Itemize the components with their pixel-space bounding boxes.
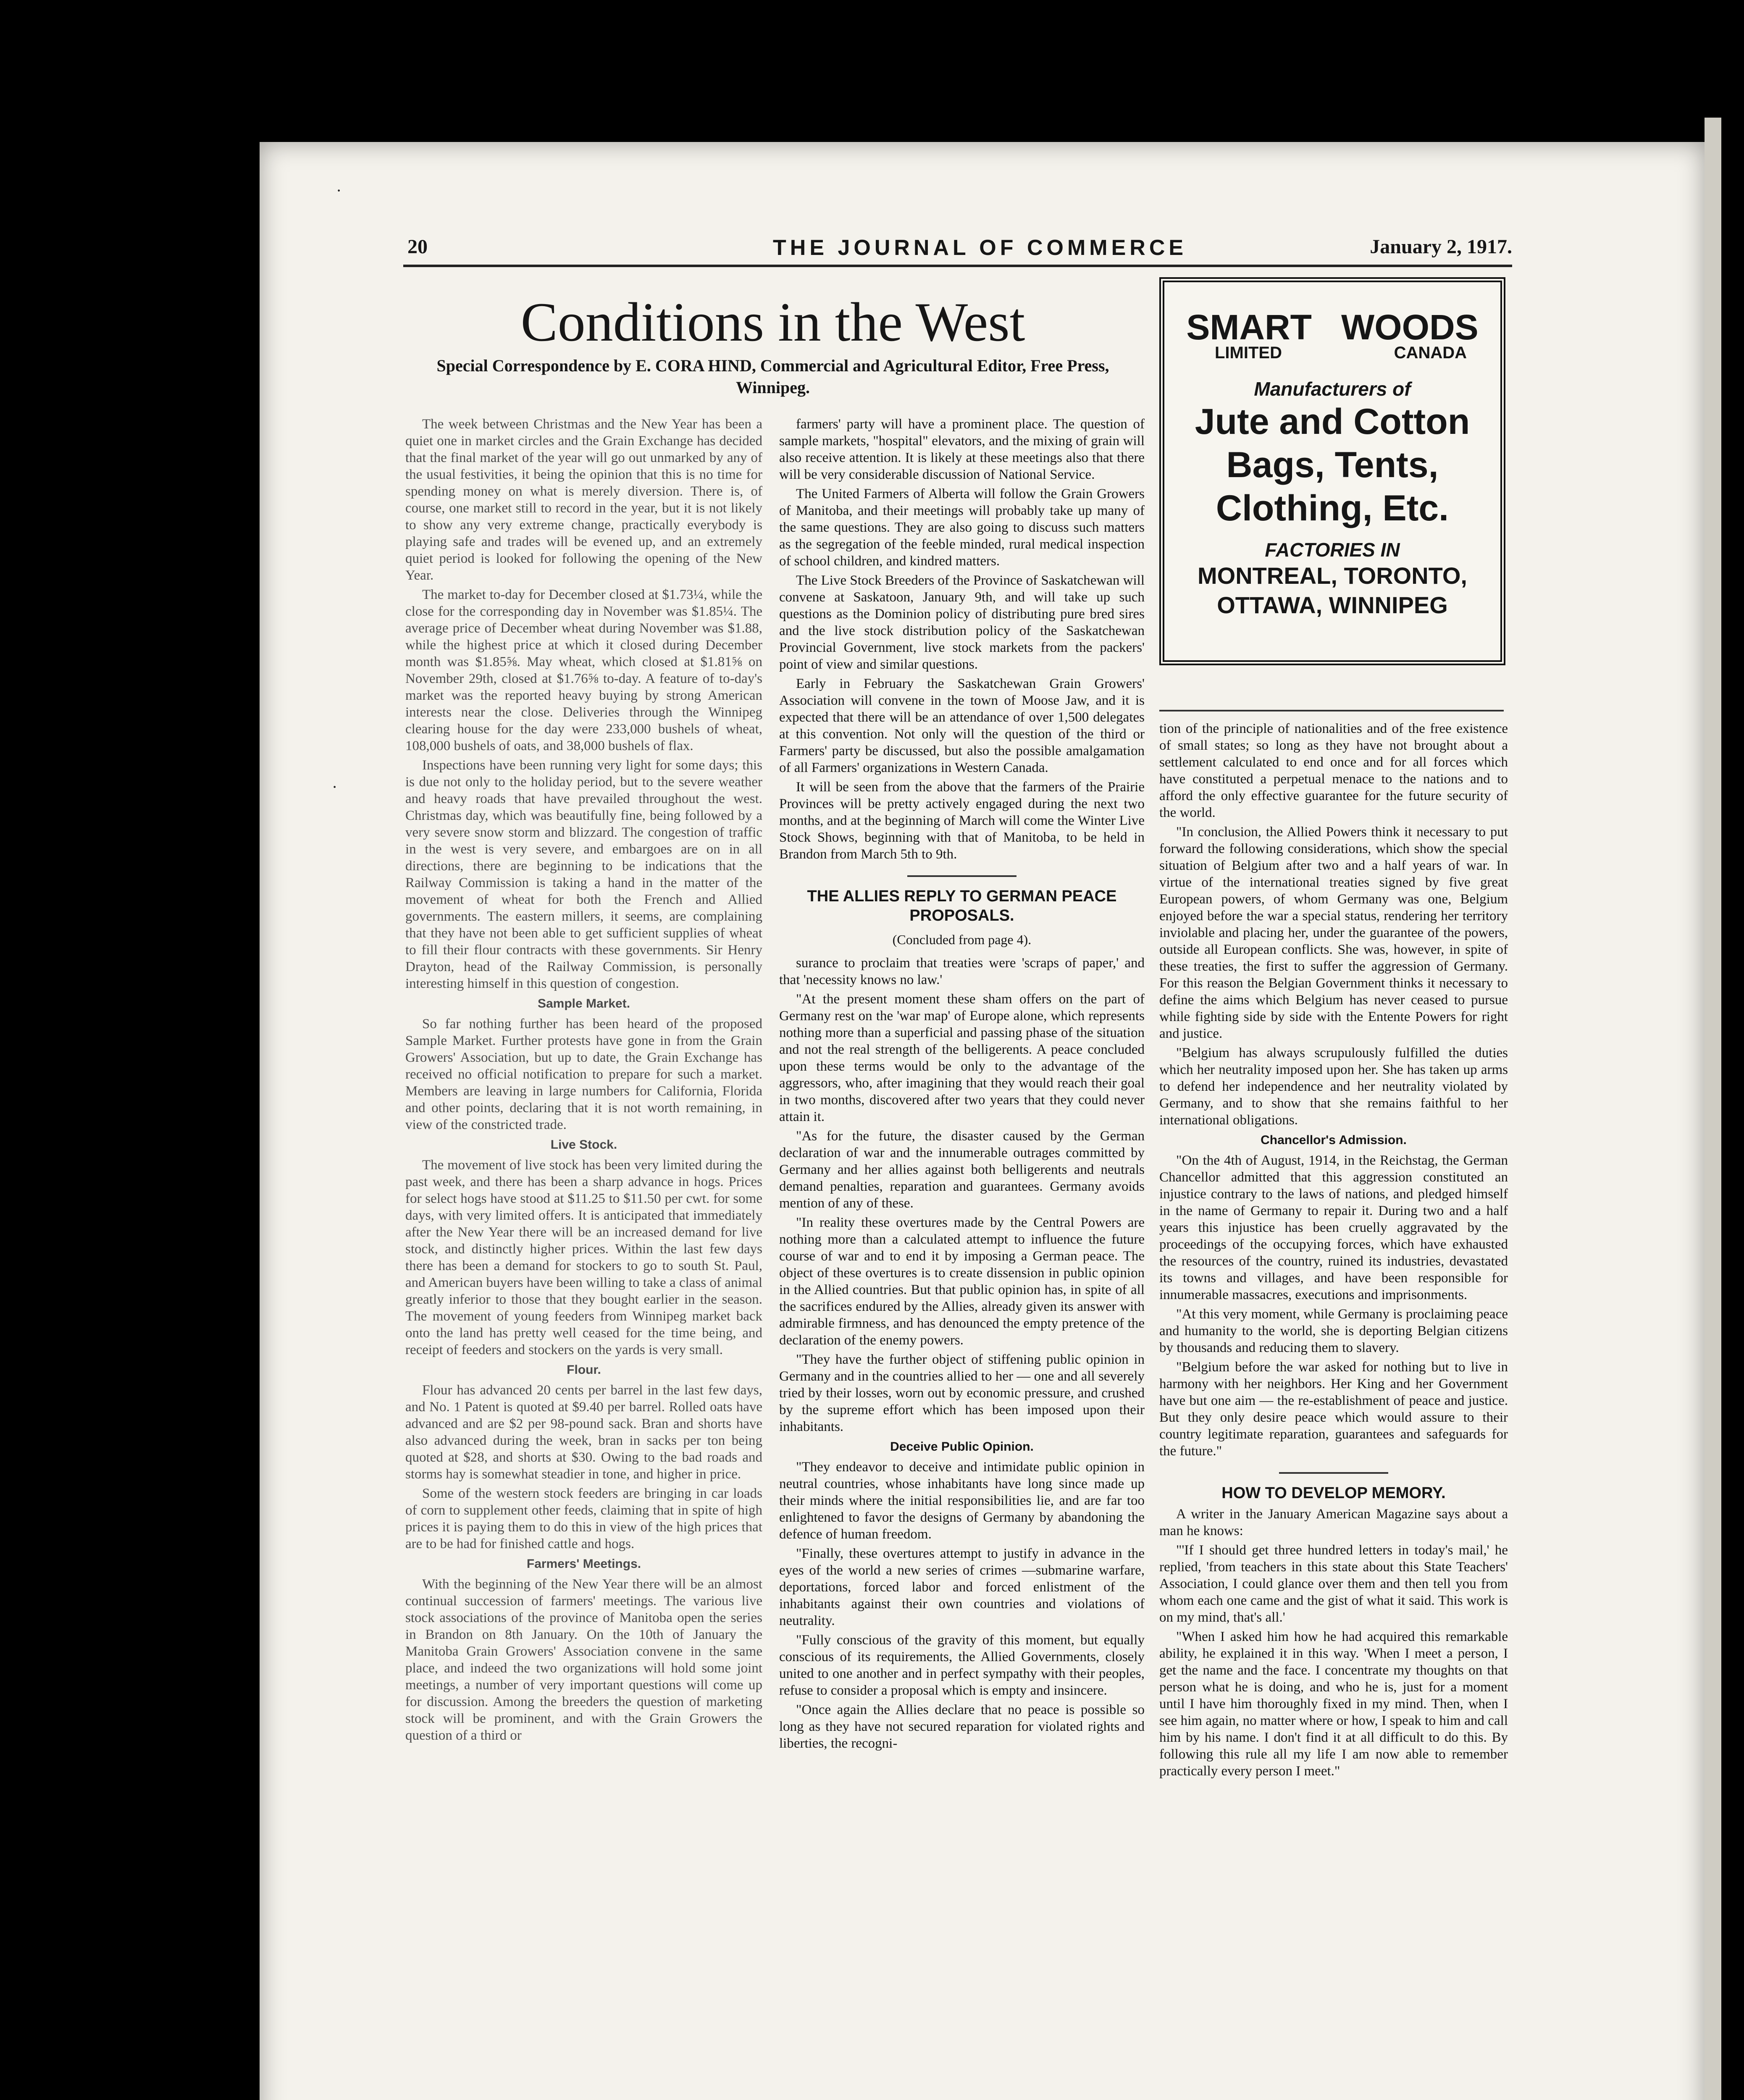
- running-header: [403, 231, 1512, 267]
- paragraph: Some of the western stock feeders are bringing in car loads of corn to supplement other feeds, claiming that in spite of high prices it is paying them to do this in view of the high prices that are to be had for finished cattle and hogs.: [405, 1486, 762, 1551]
- paragraph: With the beginning of the New Year there will be an almost continual succession of farmers' meetings. The various live stock associations of the province of Manitoba open the series in Brandon on 8th January. On the 10th of January the Manitoba Grain Growers' Association convene in the same place, and indeed the two organizations will hold some joint meetings, a number of very important questions will come up for discussion. Among the breeders the question of marketing stock will be prominent, and with the Grain Growers the question of a third or: [405, 1577, 762, 1743]
- column-3: [1159, 720, 1508, 1782]
- ad-product-line-3: Clothing, Etc.: [1216, 488, 1449, 528]
- subhead-flour: Flour.: [567, 1363, 601, 1377]
- paragraph: "As for the future, the disaster caused by the German declaration of war and the innumerable outrages committed by Germany and her allies against both belligerents and neutrals demand penalties, reparation and guarantees. Germany avoids mention of any of these.: [779, 1129, 1145, 1211]
- ad-divider: [1159, 710, 1504, 711]
- paragraph: The Live Stock Breeders of the Province of Saskatchewan will convene at Saskatoon, January 9th, and will take up such questions as the Dominion policy of distributing pure bred sires and the live stock distribution policy of the Saskatchewan Provincial Government, live stock markets from the packers' point of view and similar questions.: [779, 573, 1145, 672]
- paragraph: The market to-day for December closed at $1.73¼, while the close for the corresponding day in November was $1.85¼. The average price of December wheat during November was $1.88, while the highest price at which it closed during December month was $1.85⅝. May wheat, which closed at $1.81⅝ on November 29th, closed at $1.76⅝ to-day. A feature of to-day's market was the reported heavy buying by strong American interests near the close. Deliveries through the Winnipeg clearing house for the day were 233,000 bushels of wheat, 108,000 bushels of oats, and 38,000 bushels of flax.: [405, 587, 762, 753]
- margin-speck: ·: [336, 181, 342, 200]
- paragraph: surance to proclaim that treaties were 'scraps of paper,' and that 'necessity knows no law.': [779, 956, 1145, 988]
- paragraph: A writer in the January American Magazine says about a man he knows:: [1159, 1506, 1508, 1538]
- ad-product-line-1: Jute and Cotton: [1195, 401, 1470, 442]
- memory-headline: HOW TO DEVELOP MEMORY.: [1221, 1484, 1446, 1502]
- ad-factories: FACTORIES IN: [1265, 539, 1400, 561]
- paragraph: "Finally, these overtures attempt to justify in advance in the eyes of the world a new series of crimes —submarine warfare, deportations, forced labor and forced enlistment of the inhabitants against their own countries and violations of neutrality.: [779, 1546, 1145, 1629]
- paragraph: "Once again the Allies declare that no peace is possible so long as they have not secured reparation for violated rights and liberties, the recogni-: [779, 1702, 1145, 1751]
- paragraph: "'If I should get three hundred letters in today's mail,' he replied, 'from teachers in this state about this State Teachers' Association, I could glance over them and then tell you from whom each one came and the gist of what it said. This work is on my mind, that's all.': [1159, 1542, 1508, 1625]
- paragraph: "When I asked him how he had acquired this remarkable ability, he explained it in this way. 'When I meet a person, I get the name and the face. I concentrate my thoughts on that person what he is doing, and who he is, just for a moment until I have him thoroughly fixed in my mind. Then, when I see him again, no matter where or how, I speak to him and call him by his name. I don't find it at all difficult to do this. By following this rule all my life I am now able to remember practically every person I meet.": [1159, 1629, 1508, 1779]
- subhead-farmers-meetings: Farmers' Meetings.: [526, 1557, 641, 1571]
- ad-limited: LIMITED: [1215, 343, 1282, 362]
- paragraph: "In reality these overtures made by the Central Powers are nothing more than a calculated attempt to influence the future course of war and to end it by imposing a German peace. The object of these overtures is to create dissension in public opinion in the Allied countries. But that public opinion has, in spite of all the sacrifices endured by the Allies, already given its answer with admirable firmness, and has denounced the empty pretence of the declaration of the enemy powers.: [779, 1215, 1145, 1348]
- subhead-live-stock: Live Stock.: [550, 1138, 617, 1152]
- paragraph: The week between Christmas and the New Year has been a quiet one in market circles and the Grain Exchange has decided that the final market of the year will go out unmarked by any of the usual festivities, it being the opinion that this is no time for spending money on what is merely diversion. There is, of course, one market still to record in the year, but it is not likely to show any very extreme change, practically everybody is playing safe and trades will be evened up, and an extremely quiet period is looked for following the opening of the New Year.: [405, 417, 762, 583]
- paragraph: tion of the principle of nationalities and of the free existence of small states; so long as they have not brought about a settlement calculated to end once and for all forces which have constituted a perpetual menace to the nations and to afford the only effective guarantee for the future security of the world.: [1159, 721, 1508, 820]
- page-number: 20: [407, 236, 428, 258]
- subhead-chancellors-admission: Chancellor's Admission.: [1261, 1133, 1407, 1147]
- ad-manufacturers: Manufacturers of: [1254, 378, 1411, 400]
- issue-date: January 2, 1917.: [1370, 236, 1512, 258]
- smart-woods-advertisement: [1159, 277, 1505, 665]
- ad-company-name: [1164, 307, 1500, 347]
- paragraph: "They have the further object of stiffening public opinion in Germany and in the countries allied to her — one and all severely tried by their losses, worn out by economic pressure, and crushed by the supreme effort which has been imposed upon their inhabitants.: [779, 1352, 1145, 1435]
- facing-page-edge: [1705, 118, 1721, 2100]
- paragraph: Flour has advanced 20 cents per barrel in the last few days, and No. 1 Patent is quoted at $9.40 per barrel. Rolled oats have advanced and are $2 per 98-pound sack. Bran and shorts have also advanced during the week, bran in sacks per ton being quoted at $28, and shorts at $30. Owing to the bad roads and storms hay is somewhat steadier in tone, and higher in price.: [405, 1383, 762, 1482]
- subhead-deceive-public-opinion: Deceive Public Opinion.: [890, 1440, 1034, 1454]
- ad-product-line-2: Bags, Tents,: [1226, 444, 1439, 485]
- paragraph: "On the 4th of August, 1914, in the Reichstag, the German Chancellor admitted that this aggression constituted an injustice contrary to the laws of nations, and pledged himself in the name of Germany to repair it. During two and a half years this injustice has been cruelly aggravated by the proceedings of the occupying forces, which have exhausted the resources of the country, ruined its industries, devastated its towns and villages, and have been responsible for innumerable massacres, executions and imprisonments.: [1159, 1153, 1508, 1302]
- paragraph: "Belgium before the war asked for nothing but to live in harmony with her neighbors. Her King and her Government have but one aim — the re-establishment of peace and justice. But they only desire peace which would assure to their country legitimate reparation, guarantees and safeguards for the future.": [1159, 1360, 1508, 1459]
- paragraph: The movement of live stock has been very limited during the past week, and there has been a sharp advance in hogs. Prices for select hogs have stood at $11.25 to $11.50 per cwt. for some days, with very limited offers. It is anticipated that immediately after the New Year there will be an increased demand for live stock, and distinctly higher prices. Within the last few days there has been a demand for stockers to go to south St. Paul, and American buyers have been willing to take a class of animal greatly inferior to those that they bought earlier in the season. The movement of young feeders from Winnipeg market back onto the land has pretty well ceased for the time being, and receipt of feeders and stockers on the yards is very small.: [405, 1158, 762, 1357]
- article-headline: Conditions in the West: [520, 291, 1025, 353]
- article-byline: Special Correspondence by E. CORA HIND, Commercial and Agricultural Editor, Free Press, Winnipeg.: [436, 356, 1109, 397]
- paragraph: So far nothing further has been heard of the proposed Sample Market. Further protests have gone in from the Grain Growers' Association, but up to date, the Grain Exchange has received no official notification to prepare for such a market. Members are leaving in large numbers for California, Florida and other points, declaring that it is not worth remaining, in view of the constricted trade.: [405, 1016, 762, 1132]
- paragraph: "Belgium has always scrupulously fulfilled the duties which her neutrality imposed upon her. She has taken up arms to defend her independence and her neutrality violated by Germany, and to show that she remains faithful to her international obligations.: [1159, 1045, 1508, 1128]
- paragraph: "Fully conscious of the gravity of this moment, but equally conscious of its requirements, the Allied Governments, closely united to one another and in perfect sympathy with their peoples, refuse to consider a proposal which is empty and insincere.: [779, 1633, 1145, 1698]
- ad-name-left: SMART: [1186, 307, 1312, 347]
- continued-note: (Concluded from page 4).: [892, 932, 1032, 948]
- paragraph: The United Farmers of Alberta will follow the Grain Growers of Manitoba, and their meetings will probably take up many of the same questions. They are also going to discuss such matters as the segregation of the feeble minded, rural medical inspection of school children, and kindred matters.: [779, 486, 1145, 569]
- paragraph: "They endeavor to deceive and intimidate public opinion in neutral countries, whose inhabitants have long since made up their minds where the initial responsibilities lie, and are far too enlightened to favor the designs of Germany by abandoning the defence of human freedom.: [779, 1460, 1145, 1542]
- ad-cities-2: OTTAWA, WINNIPEG: [1217, 592, 1448, 619]
- allies-reply-headline: THE ALLIES REPLY TO GERMAN PEACE PROPOSALS.: [807, 887, 1117, 924]
- paragraph: farmers' party will have a prominent place. The question of sample markets, "hospital" elevators, and the mixing of grain will also receive attention. It is likely at these meetings also that there will be very considerable discussion of National Service.: [779, 417, 1145, 482]
- column-rule: [907, 875, 1016, 877]
- column-rule: [1279, 1472, 1388, 1474]
- ad-canada: CANADA: [1394, 343, 1467, 362]
- paragraph: It will be seen from the above that the farmers of the Prairie Provinces will be pretty actively engaged during the next two months, and at the beginning of March will come the Winter Live Stock Shows, beginning with that of Manitoba, to be held in Brandon from March 5th to 9th.: [779, 780, 1145, 862]
- column-1: [405, 416, 762, 1746]
- paragraph: "At the present moment these sham offers on the part of Germany rest on the 'war map' of Europe alone, which represents nothing more than a superficial and passing phase of the situation and not the real strength of the belligerents. A peace concluded upon these terms would be only to the advantage of the aggressors, who, after imagining that they would reach their goal in two months, discovered after two years that they could never attain it.: [779, 992, 1145, 1125]
- ad-cities-1: MONTREAL, TORONTO,: [1198, 562, 1467, 589]
- margin-speck: ·: [332, 777, 338, 796]
- paragraph: Inspections have been running very light for some days; this is due not only to the holiday period, but to the severe weather and heavy roads that have prevailed throughout the west. Christmas day, which was beautifully fine, being followed by a very severe snow storm and blizzard. The congestion of traffic in the west is very severe, and embargoes are on in all directions, there are beginning to be indications that the Railway Commission is taking a hand in the matter of the movement of wheat for both the French and Allied governments. The eastern millers, it seems, are complaining that they have not been able to get sufficient supplies of wheat to fill their flour contracts with these governments. Sir Henry Drayton, head of the Railway Commission, is personally interesting himself in this question of congestion.: [405, 758, 762, 991]
- column-2: [779, 416, 1145, 1754]
- ad-name-right: WOODS: [1341, 307, 1479, 347]
- paragraph: "In conclusion, the Allied Powers think it necessary to put forward the following considerations, which show the special situation of Belgium after two and a half years of war. In virtue of the international treaties signed by five great European powers, of whom Germany was one, Belgium enjoyed before the war a special status, rendering her territory inviolable and placing her, under the guarantee of the powers, outside all European conflicts. She was, however, in spite of these treaties, the first to suffer the aggression of Germany. For this reason the Belgian Government thinks it necessary to define the aims which Belgium has never ceased to pursue while fighting side by side with the Entente Powers for right and justice.: [1159, 824, 1508, 1041]
- publication-title: THE JOURNAL OF COMMERCE: [773, 236, 1187, 260]
- paragraph: "At this very moment, while Germany is proclaiming peace and humanity to the world, she is deporting Belgian citizens by thousands and reducing them to slavery.: [1159, 1307, 1508, 1355]
- subhead-sample-market: Sample Market.: [537, 997, 630, 1011]
- paragraph: Early in February the Saskatchewan Grain Growers' Association will convene in the town of Moose Jaw, and it is expected that there will be an attendance of over 1,500 delegates at this convention. Not only will the question of the third or Farmers' party be discussed, but also the possible amalgamation of all Farmers' organizations in Western Canada.: [779, 676, 1145, 775]
